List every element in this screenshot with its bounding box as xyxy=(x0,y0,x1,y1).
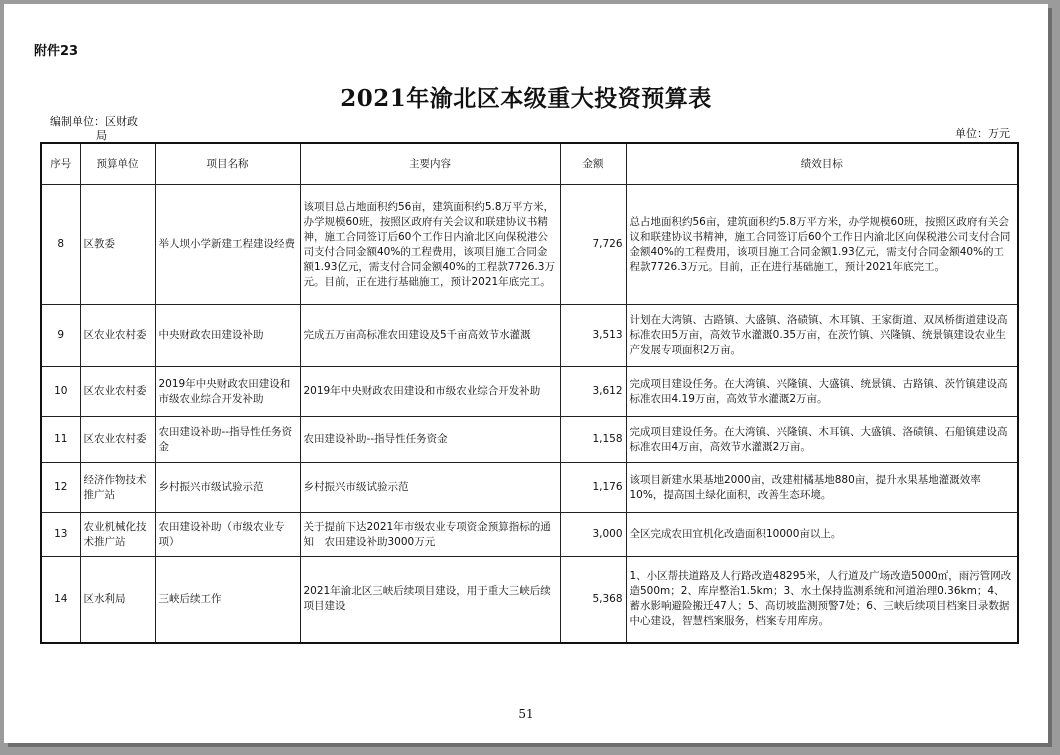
currency-unit: 单位：万元 xyxy=(955,127,1010,140)
cell-unit: 区农业农村委 xyxy=(80,367,155,417)
cell-amount: 1,176 xyxy=(560,463,626,513)
cell-amount: 7,726 xyxy=(560,185,626,305)
table-row xyxy=(41,367,1018,417)
cell-content: 2019年中央财政农田建设和市级农业综合开发补助 xyxy=(300,367,560,417)
cell-seq: 13 xyxy=(41,513,80,557)
cell-seq: 12 xyxy=(41,463,80,513)
cell-unit: 区农业农村委 xyxy=(80,305,155,367)
cell-unit: 区水利局 xyxy=(80,557,155,643)
cell-goal: 完成项目建设任务。在大湾镇、兴隆镇、木耳镇、大盛镇、洛碛镇、石船镇建设高标准农田4万亩，高效节水灌溉2万亩。 xyxy=(626,417,1018,463)
cell-content: 该项目总占地面积约56亩，建筑面积约5.8万平方米，办学规模60班，按照区政府有关会议和联建协议书精神，施工合同签订后60个工作日内渝北区向保税港公司支付合同金额40%的工程费用，该项目施工合同金额1.93亿元，需支付合同金额40%的工程款7726.3万元。目前，正在进行基础施工，预计2021年底完工。 xyxy=(300,185,560,305)
cell-name: 农田建设补助--指导性任务资金 xyxy=(155,417,300,463)
cell-seq: 10 xyxy=(41,367,80,417)
cell-unit: 经济作物技术推广站 xyxy=(80,463,155,513)
table-row xyxy=(41,557,1018,643)
table-row xyxy=(41,513,1018,557)
cell-content: 完成五万亩高标准农田建设及5千亩高效节水灌溉 xyxy=(300,305,560,367)
header-unit: 预算单位 xyxy=(80,143,155,185)
table-row xyxy=(41,305,1018,367)
cell-name: 2019年中央财政农田建设和市级农业综合开发补助 xyxy=(155,367,300,417)
cell-amount: 3,612 xyxy=(560,367,626,417)
header-name: 项目名称 xyxy=(155,143,300,185)
cell-unit: 区教委 xyxy=(80,185,155,305)
cell-content: 农田建设补助--指导性任务资金 xyxy=(300,417,560,463)
cell-name: 中央财政农田建设补助 xyxy=(155,305,300,367)
table-row xyxy=(41,463,1018,513)
table-row xyxy=(41,185,1018,305)
cell-goal: 全区完成农田宜机化改造面积10000亩以上。 xyxy=(626,513,1018,557)
header-amount: 金额 xyxy=(560,143,626,185)
cell-goal: 完成项目建设任务。在大湾镇、兴隆镇、大盛镇、统景镇、古路镇、茨竹镇建设高标准农田4.19万亩，高效节水灌溉2万亩。 xyxy=(626,367,1018,417)
cell-name: 乡村振兴市级试验示范 xyxy=(155,463,300,513)
cell-goal: 总占地面积约56亩，建筑面积约5.8万平方米，办学规模60班，按照区政府有关会议和联建协议书精神，施工合同签订后60个工作日内渝北区向保税港公司支付合同金额40%的工程费用，该项目施工合同金额1.93亿元，需支付合同金额40%的工程款7726.3万元。目前，正在进行基础施工，预计2021年底完工。 xyxy=(626,185,1018,305)
cell-seq: 11 xyxy=(41,417,80,463)
cell-unit: 区农业农村委 xyxy=(80,417,155,463)
cell-unit: 农业机械化技术推广站 xyxy=(80,513,155,557)
cell-amount: 3,000 xyxy=(560,513,626,557)
table-header-row xyxy=(41,143,1018,185)
cell-goal: 该项目新建水果基地2000亩，改建柑橘基地880亩，提升水果基地灌溉效率10%，提高国土绿化面积，改善生态环境。 xyxy=(626,463,1018,513)
cell-name: 三峡后续工作 xyxy=(155,557,300,643)
cell-content: 乡村振兴市级试验示范 xyxy=(300,463,560,513)
compiler-unit-line1: 编制单位：区财政 xyxy=(50,115,138,128)
compiler-unit xyxy=(50,115,170,143)
cell-content: 关于提前下达2021年市级农业专项资金预算指标的通知 农田建设补助3000万元 xyxy=(300,513,560,557)
attachment-label: 附件23 xyxy=(34,44,79,59)
cell-name: 农田建设补助（市级农业专项） xyxy=(155,513,300,557)
compiler-unit-line2: 局 xyxy=(96,129,107,142)
cell-content: 2021年渝北区三峡后续项目建设，用于重大三峡后续项目建设 xyxy=(300,557,560,643)
cell-seq: 9 xyxy=(41,305,80,367)
cell-goal: 计划在大湾镇、古路镇、大盛镇、洛碛镇、木耳镇、王家街道、双凤桥街道建设高标准农田5万亩，高效节水灌溉0.35万亩，在茨竹镇、兴隆镇、统景镇建设农业生产发展专项面积2万亩。 xyxy=(626,305,1018,367)
cell-seq: 8 xyxy=(41,185,80,305)
page-number: 51 xyxy=(518,707,534,721)
budget-table xyxy=(40,142,1019,644)
page-title: 2021年渝北区本级重大投资预算表 xyxy=(340,85,712,112)
cell-amount: 3,513 xyxy=(560,305,626,367)
cell-amount: 5,368 xyxy=(560,557,626,643)
cell-goal: 1、小区帮扶道路及人行路改造48295米，人行道及广场改造5000㎡，雨污管网改造500m；2、库岸整治1.5km；3、水土保持监测系统和河道治理0.36km；4、蓄水影响避险搬迁47人；5、高切坡监测预警7处；6、三峡后续项目档案目录数据中心建设，智慧档案服务，档案专用库房。 xyxy=(626,557,1018,643)
cell-amount: 1,158 xyxy=(560,417,626,463)
cell-seq: 14 xyxy=(41,557,80,643)
table-row xyxy=(41,417,1018,463)
header-seq: 序号 xyxy=(41,143,80,185)
cell-name: 举人坝小学新建工程建设经费 xyxy=(155,185,300,305)
header-goal: 绩效目标 xyxy=(626,143,1018,185)
header-content: 主要内容 xyxy=(300,143,560,185)
